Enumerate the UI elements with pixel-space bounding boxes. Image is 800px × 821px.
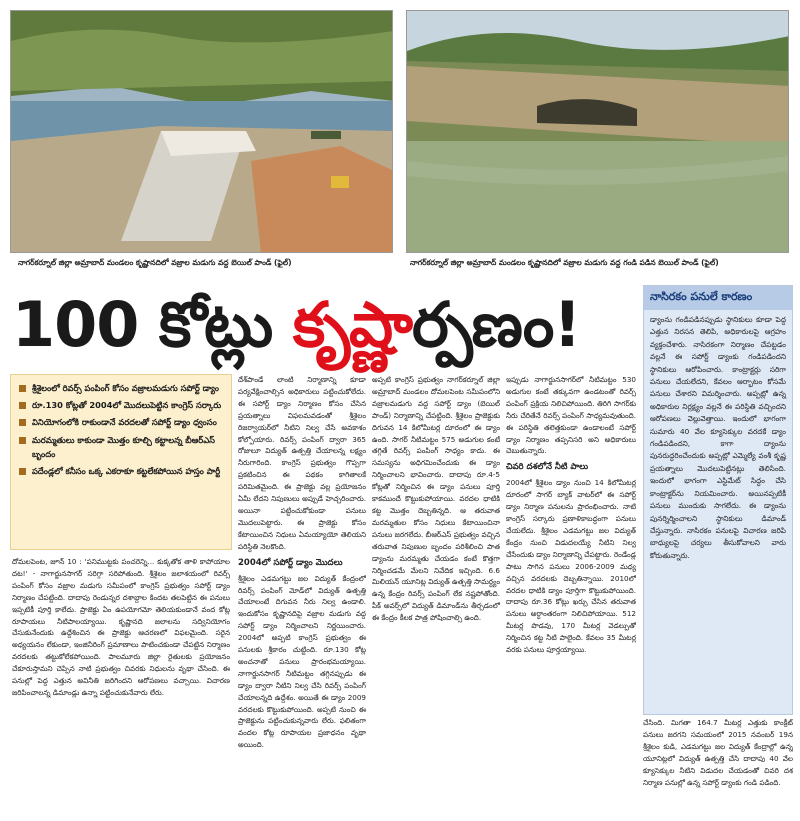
breached-bail-pond-photo-right (406, 10, 789, 253)
article-paragraph: ఇప్పుడు నాగార్జునసాగర్‌లో నీటిమట్టం 530 అడుగుల కంటే తక్కువగా ఉండటంతో రివర్స్ పంపింగ్ ప్రక్రియ నిలిచిపోయింది. తిరిగి సాగర్‌కు నీరు చేరితేనే రివర్స్ పంపింగ్ సాధ్యమవుతుంది. ఈ పరిస్థితి తలెత్తకుండా ఉండాలంటే సపోర్ట్ డ్యాం నిర్మాణం తప్పనిసరి అని అధికారులు చెబుతున్నారు. (506, 375, 636, 456)
subheading-2004: 2004లో సపోర్ట్ డ్యాం మొదలు (238, 557, 343, 568)
highlight-item: శ్రీశైలంలో రివర్స్ పంపింగ్ కోసం వజ్రాలమడుగు సపోర్ట్ డ్యాం (19, 381, 225, 395)
article-column-5 (643, 717, 793, 817)
photo-caption-right: నాగర్‌కర్నూల్ జిల్లా అమ్రాబాద్ మండలం కృష్ణానదిలో వజ్రాల మడుగు వద్ద గండి పడిన బెయిల్ పాండ్ (ఫైల్) (410, 258, 719, 267)
headline (12, 285, 632, 365)
article-paragraph: 2004లో శ్రీశైలం డ్యాం నుంచి 14 కిలోమీటర్ల దూరంలో సాగర్ బ్యాక్ వాటర్‌లో ఈ సపోర్ట్ డ్యాం నిర్మాణ పనులను ప్రారంభించారు. నాటి కాంగ్రెస్ సర్కారు ప్రణాళికాబద్ధంగా పనులు చేయలేదు. శ్రీశైలం ఎడమగట్టు జల విద్యుత్ కేంద్రం నుంచి విడుదలయ్యే నీటిని నిల్వ చేసేందుకు డ్యాం నిర్మాణాన్ని చేపట్టారు. రెండేండ్ల పాటు సాగిన పనులు 2006-2009 మధ్య వచ్చిన వరదలకు దెబ్బతిన్నాయి. 2010లో వరదల ధాటికి డ్యాం పూర్తిగా కొట్టుకుపోయింది. దాదాపు రూ.36 కోట్లు ఖర్చు చేసిన తరువాత పనులు అర్ధాంతరంగా నిలిచిపోయాయి. 512 మీటర్ల పొడవు, 170 మీటర్ల వెడల్పుతో నిర్మించిన కట్ట నీటి పాలైంది. కేవలం 35 మీటర్ల వరకు పనులు పూర్తయ్యాయి. (506, 478, 636, 655)
highlight-item: వినియోగంలోకి రాకుండానే వరదలతో సపోర్ట్ డ్యాం ధ్వంసం (19, 415, 225, 429)
sidebar-box (643, 285, 793, 715)
photo-caption-left: నాగర్‌కర్నూల్ జిల్లా అమ్రాబాద్ మండలం కృష్ణానదిలో వజ్రాల మడుగు వద్ద బెయిల్ పాండ్ (ఫైల్) (18, 258, 292, 267)
square-bullet-icon (19, 437, 26, 444)
headline-part-1: 100 కోట్లు (12, 288, 293, 361)
square-bullet-icon (19, 468, 26, 475)
square-bullet-icon (19, 419, 26, 426)
bail-pond-photo-left (10, 10, 393, 253)
article-column-3 (372, 374, 500, 818)
article-paragraph: చేసింది. మిగతా 164.7 మీటర్ల ఎత్తుకు కాంక్రీట్ పనులు జరగని సమయంలో 2015 నవంబర్ 19న శ్రీశైలం కుడి, ఎడమగట్టు జల విద్యుత్ కేంద్రాల్లో ఉన్న యూనిట్లలో విద్యుత్ ఉత్పత్తి చేసి దాదాపు 40 వేల క్యూసెక్కుల నీటిని విడుదల చేయడంతో చివరి దశ నిర్మాణ పనుల్లో ఉన్న సపోర్ట్ డ్యాంకు గండి పడింది. (643, 718, 793, 787)
sidebar-text: డ్యాంను గండిపడినప్పుడు స్థానికులు కూడా పెద్ద ఎత్తున నిరసన తెలిపి, అధికారులపై ఆగ్రహం వ్యక్తంచేశారు. నాసిరకంగా నిర్మాణం చేపట్టడం వల్లనే ఈ సపోర్ట్ డ్యాంకు గండిపడిందని స్థానికులు ఆరోపించారు. కాంట్రాక్టర్లు సరిగా పనులు చేయలేదని, కేవలం ఆర్భాటం కోసమే పనులు చేశారని విమర్శించారు. అప్పట్లో ఉన్న అధికారుల నిర్లక్ష్యం వల్లనే ఈ పరిస్థితి వచ్చిందని ఆరోపణలు వెల్లువెత్తాయి. ఇందులో భాగంగా సుమారు 40 వేల క్యూసెక్కుల వరదకే డ్యాం గండిపడిందని, కాగా ద్యాంను పునరుద్ధరించేందుకు అప్పట్లో ఎమ్మెల్యే వంశీ కృష్ణ ప్రయత్నాలు మొదలుపెట్టినట్లు తెలిసింది. ఇందులో భాగంగా ఎస్టిమేట్ సిద్ధం చేసి కాంట్రాక్టర్‌ను నియమించారు. అయినప్పటికీ పనులు ముందుకు సాగలేదు. ఈ డ్యాంను పునర్నిర్మించాలని స్థానికులు డిమాండ్ చేస్తున్నారు. నాసిరకం పనులపై విచారణ జరిపి బాధ్యులపై చర్యలు తీసుకోవాలని వారు కోరుతున్నారు. (650, 315, 786, 560)
article-column-2 (238, 374, 366, 818)
square-bullet-icon (19, 385, 26, 392)
square-bullet-icon (19, 402, 26, 409)
highlight-item: మరమ్మతులు కాకుండా మొత్తం కూల్చి కట్టాలన్న బీఆర్ఎస్ బృందం (19, 433, 225, 461)
article-paragraph: శ్రీశైలం ఎడమగట్టు జల విద్యుత్ కేంద్రంలో రివర్స్ పంపింగ్ మోడ్‌లో విద్యుత్ ఉత్పత్తి చేయాలంటే దిగువన నీరు నిల్వ ఉండాలి. ఇందుకోసం కృష్ణానదిపై వజ్రాల మడుగు వద్ద సపోర్ట్ డ్యాం నిర్మించాలని నిర్ణయించారు. 2004లో అప్పటి కాంగ్రెస్ ప్రభుత్వం ఈ పనులకు శ్రీకారం చుట్టింది. రూ.130 కోట్ల అంచనాతో పనులు ప్రారంభమయ్యాయి. నాగార్జునసాగర్ నీటిమట్టం తగ్గినప్పుడు ఈ డ్యాం ద్వారా నీటిని నిల్వ చేసి రివర్స్ పంపింగ్ చేయాలన్నది ఉద్దేశం. అయితే ఈ డ్యాం 2009 వరదలకు కొట్టుకుపోయింది. అప్పటి నుంచి ఈ ప్రాజెక్టును పట్టించుకున్నవారు లేరు. ఫలితంగా వందల కోట్ల రూపాయల ప్రజాధనం వృథా అయింది. (238, 573, 366, 750)
article-paragraph: అప్పటి కాంగ్రెస్ ప్రభుత్వం నాగర్‌కర్నూల్ జిల్లా అమ్రాబాద్ మండలం దోమలపెంట సమీపంలోని వజ్రాలమడుగు వద్ద సపోర్ట్ డ్యాం (బెయిల్ పాండ్) నిర్మాణాన్ని చేపట్టింది. శ్రీశైలం ప్రాజెక్టుకు దిగువన 14 కిలోమీటర్ల దూరంలో ఈ డ్యాం ఉంది. సాగర్ నీటిమట్టం 575 అడుగుల కంటే తగ్గితే రివర్స్ పంపింగ్ సాధ్యం కాదు. ఈ సమస్యను అధిగమించేందుకు ఈ డ్యాం నిర్మించాలని భావించారు. దాదాపు రూ.4-5 కోట్లతో నిర్మించిన ఈ డ్యాం పనులు పూర్తి కాకముందే కొట్టుకుపోయాయి. వరదల ధాటికి కట్ట మొత్తం దెబ్బతిన్నది. ఆ తరువాత మరమ్మతుల కోసం నిధులు కేటాయించినా పనులు జరగలేదు. బీఆర్ఎస్ ప్రభుత్వం వచ్చిన తరువాత నిపుణుల బృందం పరిశీలించి పాత డ్యాంను మరమ్మతు చేయడం కంటే కొత్తగా నిర్మించడమే మేలని నివేదిక ఇచ్చింది. 6.6 మిలియన్ యూనిట్ల విద్యుత్ ఉత్పత్తి సామర్థ్యం ఉన్న కేంద్రం రివర్స్ పంపింగ్ లేక నష్టపోతోంది. పీక్ అవర్స్‌లో విద్యుత్ డిమాండ్‌ను తీర్చడంలో ఈ కేంద్రం కీలక పాత్ర పోషించాల్సి ఉంది. (372, 375, 500, 623)
subheading-final-stage: చివరి దశలోనే నీటి పాలు (506, 462, 589, 473)
article-column-4 (506, 374, 636, 818)
highlight-item: పదేండ్లలో కనీసం ఒక్క ఎకరాకూ కట్టలేకపోయిన హస్తం పార్టీ (19, 464, 225, 478)
sidebar-title: నాసిరకం పనులే కారణం (644, 286, 792, 310)
highlights-box (10, 374, 232, 550)
headline-part-2: కృష్ణా (292, 288, 412, 361)
article-paragraph: దేశ్‌పాండే లాంటి నిర్మాణాన్ని కూడా పర్యవేక్షించాల్సిన అధికారులు పట్టించుకోలేదు. ఈ సపోర్ట్ డ్యాం నిర్మాణం కోసం చేసిన ప్రయత్నాలు విఫలమవడంతో శ్రీశైలం రిజర్వాయర్‌లో నీటిని నిల్వ చేసే అవకాశం కోల్పోయారు. రివర్స్ పంపింగ్ ద్వారా 365 రోజులూ విద్యుత్ ఉత్పత్తి చేయాలన్న లక్ష్యం నీరుగారింది. కాంగ్రెస్ ప్రభుత్వం గొప్పగా ప్రకటించిన ఈ పథకం కాగితాలకే పరిమితమైంది. ఈ ప్రాజెక్టు వల్ల ప్రయోజనం ఏమీ లేదని నిపుణులు అప్పుడే హెచ్చరించారు. అయినా పట్టించుకోకుండా పనులు మొదలుపెట్టారు. ఈ ప్రాజెక్టు కోసం కేటాయించిన నిధులు ఏమయ్యాయో తెలియని పరిస్థితి నెలకొంది. (238, 375, 366, 551)
article-intro: దోమలపెంట, జూన్ 10 : 'పనిముట్టకు పంచరెన్ని... కుక్కతోక తాళి కాపోయాల దట!' - నాగార్జునసాగర్ సరిగ్గా సరిపోతుంది. శ్రీశైలం జలాశయంలో రివర్స్ పంపింగ్ కోసం వజ్రాల మడుగు సమీపంలో కాంగ్రెస్ ప్రభుత్వం సపోర్ట్ డ్యాం నిర్మాణం చేపట్టింది. దాదాపు రెండున్నర దశాబ్దాల కిందట తలపెట్టిన ఈ పనులు ఇప్పటికీ పూర్తి కాలేదు. ప్రాజెక్టు ఏం ఉపయోగమో తెలియకుండానే వంద కోట్ల రూపాయలు నీటిపాలయ్యాయి. కృష్ణానది జలాలను సద్వినియోగం చేసుకునేందుకు ఉద్దేశించిన ఈ ప్రాజెక్టు ఆచరణలో విఫలమైంది. సరైన అధ్యయనం లేకుండా, ఇంజినీరింగ్ ప్రమాణాలు పాటించకుండా చేపట్టిన నిర్మాణం వరదలకు తట్టుకోలేకపోయింది. పాలమూరు జిల్లా రైతులకు ప్రయోజనం చేకూరుస్తామని చెప్పిన నాటి ప్రభుత్వం చివరకు నిధులను వృథా చేసింది. ఈ పనుల్లో పెద్ద ఎత్తున అవినీతి జరిగిందని ఆరోపణలు వచ్చాయి. విచారణ జరిపించాలన్న డిమాండ్లు ఉన్నా పట్టించుకునేవారు లేరు. (12, 557, 230, 697)
highlight-item: రూ.130 కోట్లతో 2004లో మొదలుపెట్టిన కాంగ్రెస్ సర్కారు (19, 398, 225, 412)
article-column-1 (12, 556, 230, 818)
headline-part-3: ర్పణం! (411, 288, 581, 361)
